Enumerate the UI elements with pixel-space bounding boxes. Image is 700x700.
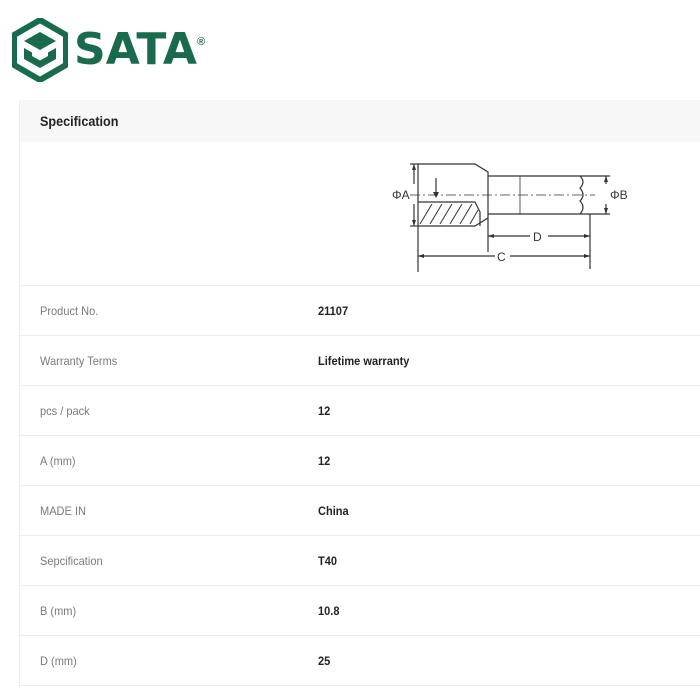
spec-label: D (mm) [40,653,77,668]
spec-value: 10.8 [318,603,340,618]
spec-row-d-mm [19,636,700,686]
spec-row-warranty [19,336,700,386]
spec-label: pcs / pack [40,403,90,418]
spec-row-pcs-pack [19,386,700,436]
diagram-label-d: D [533,230,542,244]
brand-name: SATA [74,24,197,75]
specification-header [19,100,700,142]
spec-value: 12 [318,453,331,468]
spec-label: Warranty Terms [40,353,118,368]
spec-row-product-no [19,286,700,336]
diagram-label-a: ΦA [392,188,410,202]
spec-label: B (mm) [40,603,77,618]
spec-row-a-mm [19,436,700,486]
spec-value: China [318,503,349,518]
diagram-label-b: ΦB [610,188,628,202]
registered-mark: ® [196,36,206,48]
spec-value: 21107 [318,303,349,318]
spec-value: T40 [318,553,338,568]
spec-value: Lifetime warranty [318,353,410,368]
specification-title: Specification [40,113,119,129]
spec-label: Sepcification [40,553,103,568]
spec-label: A (mm) [40,453,76,468]
socket-technical-diagram [380,154,650,272]
spec-value: 25 [318,653,331,668]
sata-hexagon-logo-icon [12,18,68,82]
spec-label: Product No. [40,303,99,318]
spec-row-made-in [19,486,700,536]
technical-diagram-row [19,142,700,286]
specification-panel [19,100,700,700]
diagram-label-c: C [497,250,506,264]
spec-label: MADE IN [40,503,87,518]
sata-logo [12,18,205,82]
spec-value: 12 [318,403,331,418]
spec-row-b-mm [19,586,700,636]
spec-row-specification [19,536,700,586]
